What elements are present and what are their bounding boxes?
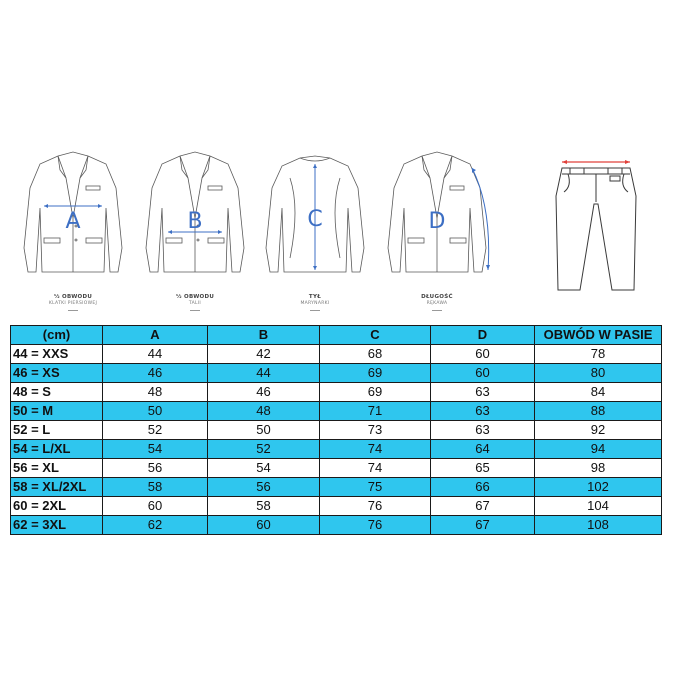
header-b: B: [208, 326, 320, 345]
measurement-cell: 58: [103, 478, 208, 497]
jacket-c-illustration: [260, 148, 370, 288]
caption-a-main: ½ OBWODU: [53, 294, 93, 300]
caption-d: [382, 294, 492, 311]
table-row: [11, 402, 662, 421]
caption-b-sub: TALII: [188, 301, 202, 306]
measurement-cell: 75: [320, 478, 431, 497]
caption-c-rule: [310, 310, 320, 311]
size-table-header-row: [11, 326, 662, 345]
measurement-cell: 48: [208, 402, 320, 421]
size-table-body: [11, 345, 662, 535]
measurement-cell: 84: [535, 383, 662, 402]
header-d: D: [431, 326, 535, 345]
caption-c-main: TYŁ: [308, 294, 322, 300]
measurement-cell: 60: [208, 516, 320, 535]
size-label-cell: 48 = S: [11, 383, 103, 402]
size-label-cell: 46 = XS: [11, 364, 103, 383]
jacket-a-illustration: [18, 148, 128, 288]
header-c: C: [320, 326, 431, 345]
measurement-cell: 94: [535, 440, 662, 459]
jacket-figure-d: [382, 148, 502, 288]
measurement-cell: 48: [103, 383, 208, 402]
measurement-cell: 66: [431, 478, 535, 497]
measurement-cell: 63: [431, 402, 535, 421]
table-row: [11, 459, 662, 478]
table-row: [11, 440, 662, 459]
caption-d-sub: RĘKAWA: [426, 301, 448, 306]
table-row: [11, 497, 662, 516]
table-row: [11, 383, 662, 402]
trousers-figure: [548, 156, 644, 296]
caption-a-rule: [68, 310, 78, 311]
size-label-cell: 54 = L/XL: [11, 440, 103, 459]
measurement-cell: 54: [208, 459, 320, 478]
jacket-figure-c: [260, 148, 370, 288]
measurement-cell: 67: [431, 497, 535, 516]
measurement-cell: 74: [320, 459, 431, 478]
measurement-cell: 98: [535, 459, 662, 478]
trousers-illustration: [548, 156, 644, 296]
measurement-cell: 60: [431, 345, 535, 364]
size-label-cell: 44 = XXS: [11, 345, 103, 364]
table-row: [11, 478, 662, 497]
table-row: [11, 516, 662, 535]
measurement-cell: 54: [103, 440, 208, 459]
table-row: [11, 364, 662, 383]
caption-b-main: ½ OBWODU: [175, 294, 215, 300]
measurement-cell: 92: [535, 421, 662, 440]
measurement-cell: 46: [103, 364, 208, 383]
measurement-cell: 60: [103, 497, 208, 516]
measurement-cell: 52: [208, 440, 320, 459]
measurement-cell: 56: [103, 459, 208, 478]
measurement-cell: 71: [320, 402, 431, 421]
figure-letter-a: A: [65, 209, 81, 234]
size-label-cell: 58 = XL/2XL: [11, 478, 103, 497]
measurement-cell: 58: [208, 497, 320, 516]
size-label-cell: 52 = L: [11, 421, 103, 440]
jacket-d-illustration: [382, 148, 502, 288]
measurement-cell: 78: [535, 345, 662, 364]
measurement-cell: 76: [320, 497, 431, 516]
measurement-cell: 108: [535, 516, 662, 535]
caption-d-rule: [432, 310, 442, 311]
table-row: [11, 421, 662, 440]
caption-c-sub: MARYNARKI: [300, 301, 330, 306]
measurement-cell: 64: [431, 440, 535, 459]
measurement-cell: 44: [103, 345, 208, 364]
figure-letter-b: B: [187, 209, 203, 234]
measurement-cell: 102: [535, 478, 662, 497]
measurement-cell: 44: [208, 364, 320, 383]
figure-letter-c: C: [307, 207, 323, 232]
measurement-cell: 42: [208, 345, 320, 364]
measurement-cell: 88: [535, 402, 662, 421]
measurement-cell: 60: [431, 364, 535, 383]
size-table: [10, 325, 662, 535]
measurement-cell: 68: [320, 345, 431, 364]
measurement-cell: 73: [320, 421, 431, 440]
measurement-cell: 69: [320, 364, 431, 383]
jacket-figure-a: [18, 148, 128, 288]
measurement-cell: 50: [208, 421, 320, 440]
measurement-cell: 69: [320, 383, 431, 402]
measurement-cell: 63: [431, 383, 535, 402]
header-a: A: [103, 326, 208, 345]
size-label-cell: 60 = 2XL: [11, 497, 103, 516]
caption-d-main: DŁUGOŚĆ: [421, 294, 453, 300]
measurement-cell: 52: [103, 421, 208, 440]
measurement-cell: 67: [431, 516, 535, 535]
caption-a: [18, 294, 128, 311]
size-label-cell: 50 = M: [11, 402, 103, 421]
measurement-cell: 65: [431, 459, 535, 478]
size-label-cell: 62 = 3XL: [11, 516, 103, 535]
size-label-cell: 56 = XL: [11, 459, 103, 478]
measurement-cell: 63: [431, 421, 535, 440]
caption-b-rule: [190, 310, 200, 311]
measurement-cell: 104: [535, 497, 662, 516]
header-waist: OBWÓD W PASIE: [535, 326, 662, 345]
caption-b: [140, 294, 250, 311]
measurement-cell: 56: [208, 478, 320, 497]
measurement-cell: 80: [535, 364, 662, 383]
measurement-cell: 50: [103, 402, 208, 421]
measurement-cell: 46: [208, 383, 320, 402]
measurement-cell: 62: [103, 516, 208, 535]
caption-a-sub: KLATKI PIERSIOWEJ: [48, 301, 98, 306]
jacket-b-illustration: [140, 148, 250, 288]
jacket-figure-b: [140, 148, 250, 288]
header-cm: (cm): [11, 326, 103, 345]
measurement-cell: 76: [320, 516, 431, 535]
caption-c: [260, 294, 370, 311]
table-row: [11, 345, 662, 364]
figure-letter-d: D: [428, 209, 446, 234]
measurement-cell: 74: [320, 440, 431, 459]
